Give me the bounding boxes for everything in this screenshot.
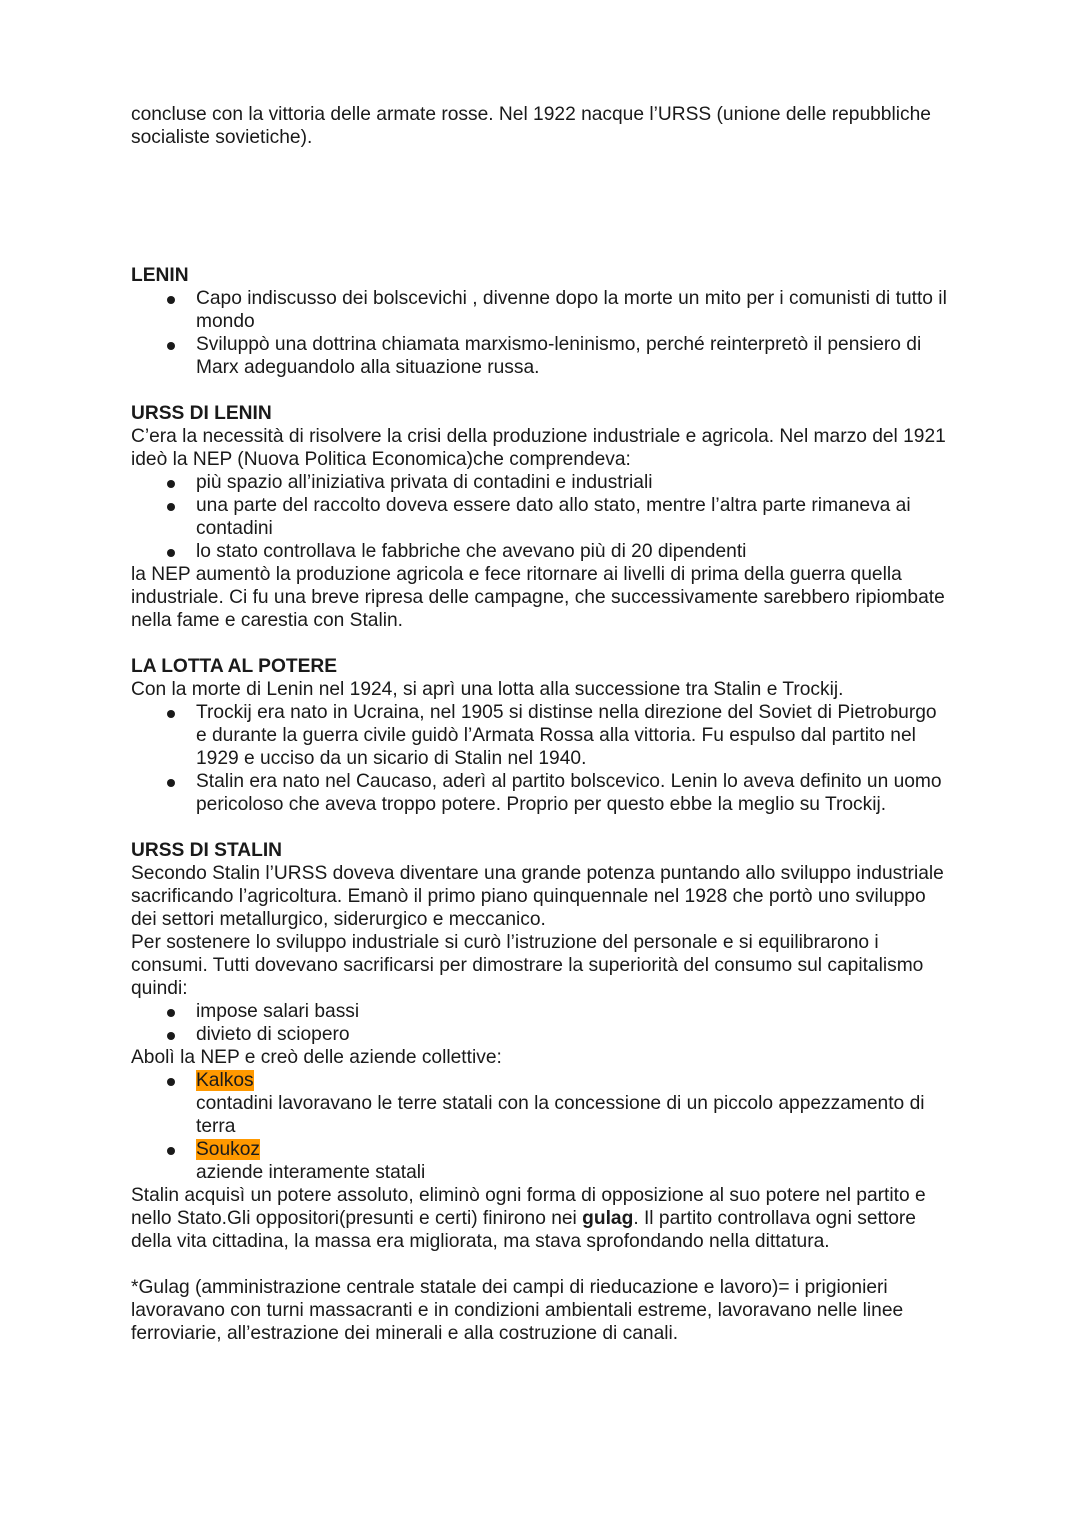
paragraph: Secondo Stalin l’URSS doveva diventare una grande potenza puntando allo sviluppo industriale sacrificando l’agricoltura. Emanò il primo piano quinquennale nel 1928 che portò uno sviluppo dei settori metallurgico, siderurgico e meccanico.	[131, 863, 944, 930]
section-lotta-potere	[131, 655, 951, 816]
footnote: *Gulag (amministrazione centrale statale dei campi di rieducazione e lavoro)= i prigionieri lavoravano con turni massacranti e in condizioni ambientali estreme, lavoravano nelle linee ferroviarie, all’estrazione dei minerali e alla costruzione di canali.	[131, 1277, 904, 1344]
bullet-icon	[167, 1147, 175, 1155]
bullet-list	[131, 1000, 951, 1046]
section-title: LA LOTTA AL POTERE	[131, 656, 338, 677]
bullet-icon	[167, 1032, 175, 1040]
bullet-icon	[167, 480, 175, 488]
section-title: LENIN	[131, 265, 189, 286]
list-item: Capo indiscusso dei bolscevichi , divenne dopo la morte un mito per i comunisti di tutto il mondo	[131, 287, 951, 333]
term-description: aziende interamente statali	[196, 1162, 426, 1183]
section-lenin	[131, 264, 951, 379]
bullet-icon	[167, 779, 175, 787]
highlighted-term: Kalkos	[196, 1070, 254, 1091]
bullet-icon	[167, 296, 175, 304]
document-page	[131, 103, 951, 1345]
list-item: Stalin era nato nel Caucaso, aderì al partito bolscevico. Lenin lo aveva definito un uomo pericoloso che aveva troppo potere. Proprio per questo ebbe la meglio su Trockij.	[131, 770, 951, 816]
section-urss-lenin	[131, 402, 951, 632]
highlighted-term: Soukoz	[196, 1139, 260, 1160]
bullet-icon	[167, 710, 175, 718]
list-item: Trockij era nato in Ucraina, nel 1905 si distinse nella direzione del Soviet di Pietroburgo e durante la guerra civile guidò l’Armata Rossa alla vittoria. Fu espulso dal partito nel 1929 e ucciso da un sicario di Stalin nel 1940.	[131, 701, 951, 770]
list-item: divieto di sciopero	[131, 1023, 951, 1046]
bullet-list	[131, 701, 951, 816]
bullet-icon	[167, 1078, 175, 1086]
bullet-icon	[167, 342, 175, 350]
paragraph: Per sostenere lo sviluppo industriale si curò l’istruzione del personale e si equilibrarono i consumi. Tutti dovevano sacrificarsi per dimostrare la superiorità del consumo sul capitalismo quindi:	[131, 932, 924, 999]
paragraph: Stalin acquisì un potere assoluto, eliminò ogni forma di opposizione al suo potere nel partito e nello Stato.Gli oppositori(presunti e certi) finirono nei gulag. Il partito controllava ogni settore della vita cittadina, la massa era migliorata, ma stava sprofondando nella dittatura.	[131, 1185, 926, 1252]
bullet-icon	[167, 1009, 175, 1017]
bullet-icon	[167, 549, 175, 557]
list-item	[131, 1138, 951, 1184]
bullet-list	[131, 471, 951, 563]
term-description: contadini lavoravano le terre statali con la concessione di un piccolo appezzamento di terra	[196, 1093, 925, 1137]
section-urss-stalin	[131, 839, 951, 1253]
list-item: impose salari bassi	[131, 1000, 951, 1023]
bullet-icon	[167, 503, 175, 511]
list-item: più spazio all’iniziativa privata di contadini e industriali	[131, 471, 951, 494]
paragraph: Con la morte di Lenin nel 1924, si aprì una lotta alla successione tra Stalin e Trockij.	[131, 679, 844, 700]
bullet-list	[131, 287, 951, 379]
intro-paragraph: concluse con la vittoria delle armate rosse. Nel 1922 nacque l’URSS (unione delle repubbliche socialiste sovietiche).	[131, 104, 931, 148]
list-item: Sviluppò una dottrina chiamata marxismo-leninismo, perché reinterpretò il pensiero di Marx adeguandolo alla situazione russa.	[131, 333, 951, 379]
section-title: URSS DI STALIN	[131, 840, 283, 861]
list-item: lo stato controllava le fabbriche che avevano più di 20 dipendenti	[131, 540, 951, 563]
section-title: URSS DI LENIN	[131, 403, 272, 424]
bold-term: gulag	[582, 1208, 634, 1229]
list-item: una parte del raccolto doveva essere dato allo stato, mentre l’altra parte rimaneva ai contadini	[131, 494, 951, 540]
paragraph: Abolì la NEP e creò delle aziende collettive:	[131, 1047, 502, 1068]
paragraph: C’era la necessità di risolvere la crisi della produzione industriale e agricola. Nel marzo del 1921 ideò la NEP (Nuova Politica Economica)che comprendeva:	[131, 426, 946, 470]
list-item	[131, 1069, 951, 1138]
paragraph: la NEP aumentò la produzione agricola e fece ritornare ai livelli di prima della guerra quella industriale. Ci fu una breve ripresa delle campagne, che successivamente sarebbero ripiombate nella fame e carestia con Stalin.	[131, 564, 945, 631]
bullet-list	[131, 1069, 951, 1184]
